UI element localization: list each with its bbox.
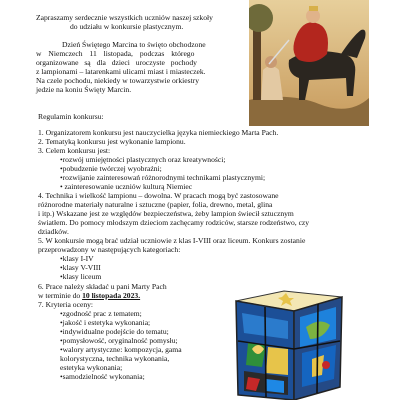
story-line-1: Dzień Świętego Marcina to święto obchodzone (62, 40, 206, 49)
deadline-prefix: w terminie do (38, 291, 83, 300)
rule-4-line-2: różnorodne materiały naturalne i sztuczne (papier, folia, drewno, metal, glina (38, 200, 273, 209)
rule-2: 2. Tematyką konkursu jest wykonanie lampionu. (38, 137, 186, 146)
category-1: •klasy I-IV (60, 254, 94, 263)
criterion-3: •indywidualne podejście do tematu; (60, 327, 169, 336)
story-line-3: organizowane są dla dzieci uroczyste pochody (36, 58, 197, 67)
criterion-5-line-2: kolorystyczna, technika wykonania, (60, 354, 170, 363)
intro-line-2: do udziału w konkursie plastycznym. (70, 22, 184, 31)
saint-martin-painting (249, 0, 369, 126)
rule-3-goal-2: •pobudzenie twórczej wyobraźni; (60, 164, 162, 173)
criterion-6: •samodzielność wykonania; (60, 372, 145, 381)
rule-7: 7. Kryteria oceny: (38, 300, 94, 309)
category-3: •klasy liceum (60, 272, 102, 281)
rule-4-line-5: dziadków. (38, 227, 69, 236)
story-line-6: jedzie na koniu Święty Marcin. (36, 85, 132, 94)
rule-3-goal-4: • zainteresowanie uczniów kulturą Niemiec (60, 182, 193, 191)
rule-4-line-1: 4. Technika i wielkość lampionu – dowolna. W pracach mogą być zastosowane (38, 191, 279, 200)
deadline-date: 10 listopada 2023. (82, 291, 141, 300)
criterion-2: •jakość i estetyka wykonania; (60, 318, 151, 327)
criterion-1: •zgodność prac z tematem; (60, 309, 142, 318)
rule-4-line-4: światłem. Do pomocy młodszym dzieciom zachęcamy rodziców, starsze rodzeństwo, czy (38, 218, 310, 227)
rule-3-goal-3: •rozwijanie zainteresowań różnorodnymi technikami plastycznymi; (60, 173, 266, 182)
rule-5-line-1: 5. W konkursie mogą brać udział uczniowie z klas I-VIII oraz liceum. Konkurs zostanie (38, 236, 306, 245)
story-line-5: Na czele pochodu, niekiedy w towarzystwie orkiestry (36, 76, 199, 85)
rule-5-line-2: przeprowadzony w następujących kategoriach: (38, 245, 181, 254)
criterion-5-line-1: •walory artystyczne: kompozycja, gama (60, 345, 182, 354)
lantern-photo-svg (226, 283, 352, 400)
criterion-5-line-3: estetyka wykonania; (60, 363, 123, 372)
story-line-2: w Niemczech 11 listopada, podczas którego (36, 49, 195, 58)
rule-1: 1. Organizatorem konkursu jest nauczycielka języka niemieckiego Marta Pach. (38, 128, 279, 137)
rule-4-line-3: i itp.) Wskazane jest ze względów bezpieczeństwa, żeby lampion świecił sztucznym (38, 209, 294, 218)
criterion-4: •pomysłowość, oryginalność pomysłu; (60, 336, 178, 345)
rule-3: 3. Celem konkursu jest: (38, 146, 111, 155)
intro-line-1: Zapraszamy serdecznie wszystkich uczniów naszej szkoły (36, 13, 213, 22)
story-line-4: z lampionami – latarenkami ulicami miast i miasteczek. (36, 67, 206, 76)
lantern-photo (226, 283, 352, 400)
saint-martin-painting-svg (249, 0, 369, 126)
rule-6-line-1: 6. Prace należy składać u pani Marty Pach (38, 282, 167, 291)
rules-heading: Regulamin konkursu: (38, 112, 104, 121)
rule-3-goal-1: •rozwój umiejętności plastycznych oraz kreatywności; (60, 155, 226, 164)
category-2: •klasy V-VIII (60, 263, 101, 272)
